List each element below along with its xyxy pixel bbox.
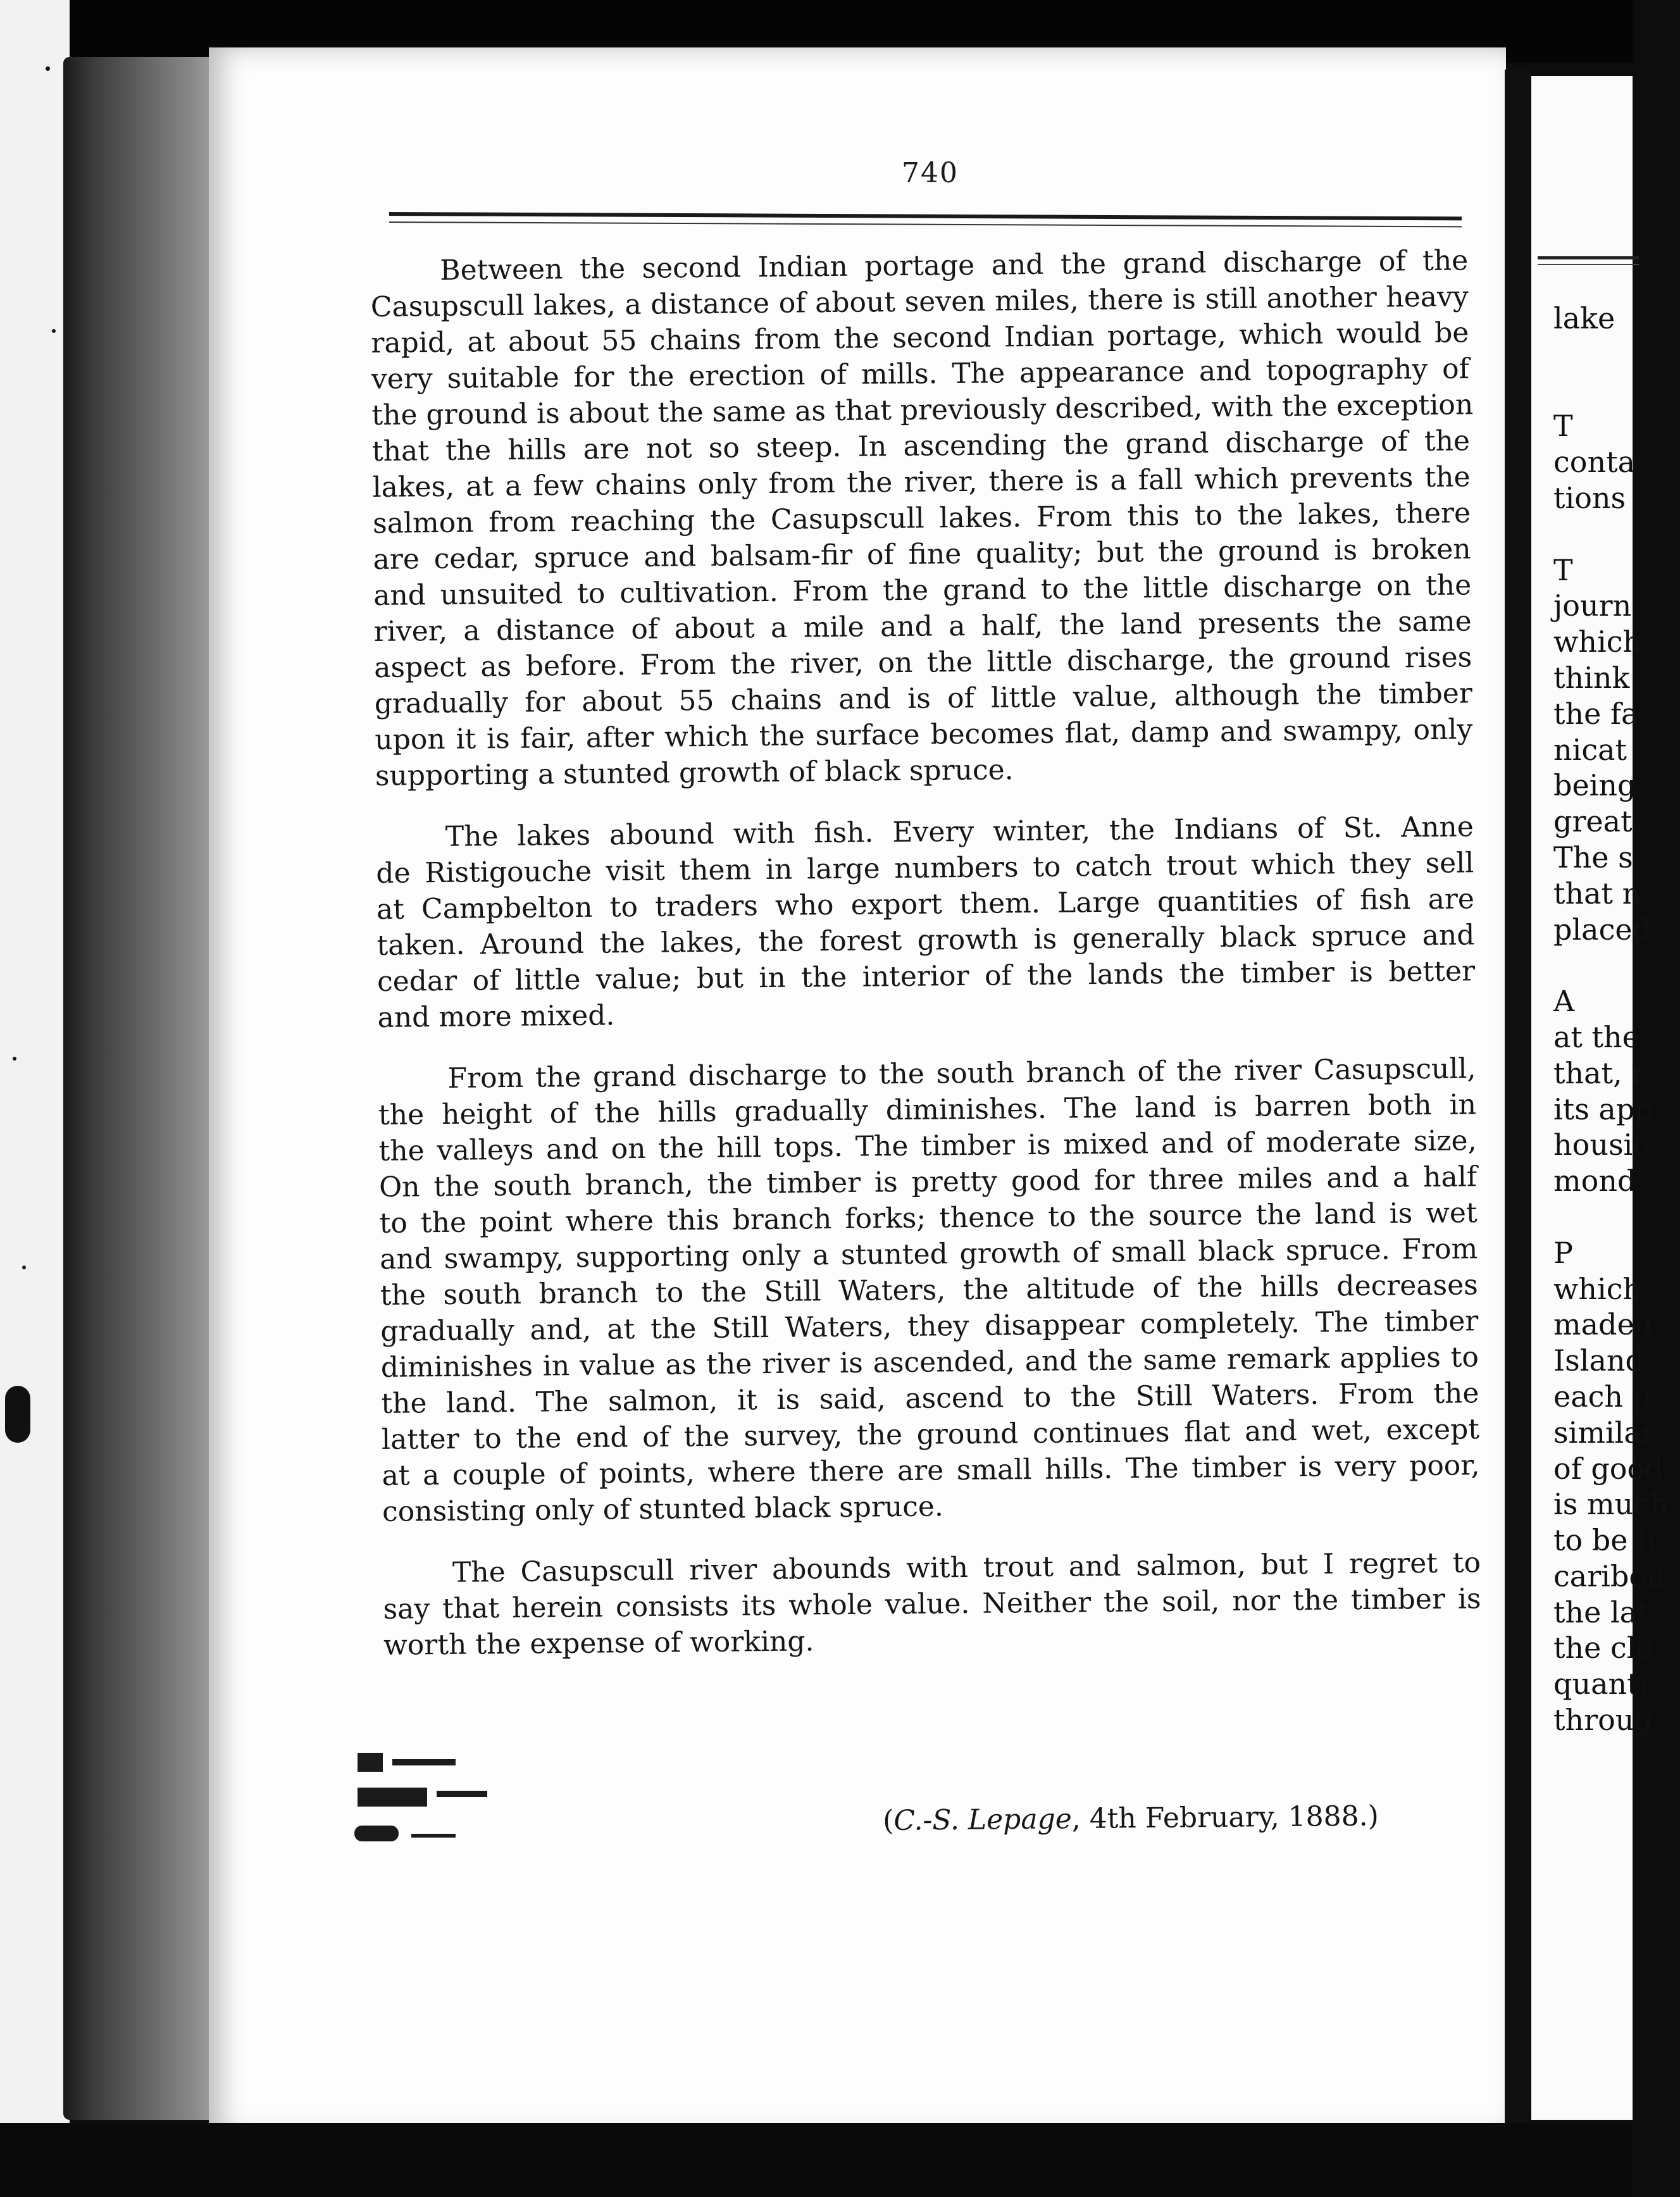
facing-page-line: its app [1553,1092,1653,1126]
text-line: taken. Around the lakes, the forest growth is generally black spruce and [376,919,1475,962]
facing-page-line: to be h [1553,1523,1656,1558]
paragraph [378,1050,1480,1530]
page-number: 740 [902,157,959,189]
text-line: and unsuited to cultivation. From the grand to the little discharge on the [373,569,1472,612]
signature-author: C.-S. Lepage [893,1803,1073,1837]
facing-page-line: that n [1553,876,1641,911]
facing-page-line: that, r [1553,1055,1646,1090]
text-line: the height of the hills gradually diminishes. The land is barren both in [378,1088,1477,1131]
text-line: Between the second Indian portage and the grand discharge of the [440,244,1469,287]
dust-speck [22,1266,26,1269]
facing-page-line: the clo [1553,1631,1654,1665]
text-line: salmon from reaching the Casupscull lakes. From this to the lakes, there [372,497,1471,540]
body-text [370,242,1481,1664]
dust-speck [13,1057,16,1061]
facing-page-line: is much [1553,1487,1669,1522]
facing-page-line: great [1553,804,1633,839]
facing-page-line: the fa [1553,696,1639,731]
facing-page-line: the lat [1553,1595,1649,1629]
facing-page-rule [1538,264,1639,265]
facing-page-line: Island [1553,1343,1644,1378]
facing-page-line: quanti [1553,1667,1648,1702]
signature-line [883,1799,1452,1837]
text-line: rapid, at about 55 chains from the second Indian portage, which would be [371,316,1469,359]
text-line: aspect as before. From the river, on the little discharge, the ground rises [374,641,1472,684]
book-gutter [1505,70,1531,2126]
facing-page-line: made r [1553,1307,1658,1342]
signature-open: ( [883,1804,894,1837]
text-line: to the point where this branch forks; thence to the source the land is wet [379,1197,1478,1240]
facing-page-text [1553,301,1680,1738]
facing-page-line: nicat [1553,732,1627,767]
text-line: upon it is fair, after which the surface becomes flat, damp and swampy, only [375,713,1473,756]
text-line: say that herein consists its whole value. Neither the soil, nor the timber is [383,1583,1481,1626]
scan-bottom-border [0,2123,1633,2197]
paragraph [383,1545,1482,1664]
dust-speck [52,329,56,333]
text-line: at Campbelton to traders who export them. Large quantities of fish are [376,883,1475,926]
facing-page-line: journ [1553,588,1632,623]
facing-page-line: conta [1553,445,1635,480]
text-line: the valleys and on the hill tops. The timber is mixed and of moderate size, [378,1124,1477,1167]
facing-page-line [1553,516,1680,552]
facing-page-line: similar [1553,1415,1655,1450]
paragraph [376,809,1476,1036]
text-line: supporting a stunted growth of black spruce. [375,754,1014,792]
facing-page-line: which [1553,1271,1642,1306]
text-line: and swampy, supporting only a stunted growth of small black spruce. From [380,1233,1478,1276]
facing-page-line: placed [1553,912,1652,947]
facing-page-line: caribou [1553,1559,1665,1593]
facing-page-line: P [1553,1235,1573,1270]
facing-page-line: T [1553,409,1573,444]
text-line: gradually and, at the Still Waters, they disappear completely. The timber [380,1305,1479,1348]
text-line: worth the expense of working. [383,1625,814,1662]
facing-page-line: of good [1553,1451,1664,1486]
text-line: and more mixed. [377,999,615,1034]
text-line: are cedar, spruce and balsam-fir of fine quality; but the ground is broken [373,533,1471,576]
facing-page-line: at the [1553,1019,1640,1054]
text-line: at a couple of points, where there are small hills. The timber is very poor, [382,1449,1480,1492]
facing-page-line: each p [1553,1379,1652,1414]
text-line: The Casupscull river abounds with trout and salmon, but I regret to [452,1547,1481,1589]
text-line: consisting only of stunted black spruce. [382,1490,944,1528]
facing-page-line: throug [1553,1703,1653,1738]
facing-page-line: lake [1553,301,1615,335]
text-line: diminishes in value as the river is ascended, and the same remark applies to [380,1341,1479,1384]
facing-page-line: tions [1553,480,1626,515]
text-line: The lakes abound with fish. Every winter, the Indians of St. Anne [445,811,1474,853]
facing-page-line [1553,1199,1680,1235]
text-line: that the hills are not so steep. In ascending the grand discharge of the [371,425,1471,468]
facing-page-line [1553,337,1680,373]
text-line: river, a distance of about a mile and a half, the land presents the same [373,605,1472,648]
text-line: the ground is about the same as that previously described, with the exception [371,389,1474,432]
text-line: very suitable for the erection of mills. The appearance and topography of [371,352,1470,395]
facing-page-line: which [1553,625,1642,659]
facing-page-line: housie [1553,1128,1650,1162]
text-line: the south branch to the Still Waters, the altitude of the hills decreases [380,1269,1478,1312]
text-line: From the grand discharge to the south branch of the river Casupscull, [447,1052,1476,1095]
ink-stamp [354,1753,513,1860]
text-line: cedar of little value; but in the interior of the lands the timber is better [376,955,1476,998]
facing-page-line: mond. [1553,1164,1646,1198]
text-line: On the south branch, the timber is pretty good for three miles and a half [378,1161,1478,1204]
facing-page [1531,76,1669,2120]
scan-left-margin [0,0,70,2197]
paragraph [370,242,1473,794]
facing-page-line: T [1553,552,1573,587]
dust-speck [46,66,50,71]
facing-page-line: The s [1553,840,1633,874]
facing-page-line: A [1553,984,1575,1019]
text-line: lakes, at a few chains only from the river, there is a fall which prevents the [372,461,1471,504]
dust-speck [5,1386,30,1443]
text-line: gradually for about 55 chains and is of little value, although the timber [374,677,1473,720]
facing-page-line [1553,373,1680,409]
text-line: latter to the end of the survey, the ground continues flat and wet, except [381,1413,1480,1456]
text-line: the land. The salmon, it is said, ascend to the Still Waters. From the [381,1377,1479,1420]
text-line: Casupscull lakes, a distance of about seven miles, there is still another heavy [370,280,1469,323]
signature-date: , 4th February, 1888.) [1071,1800,1379,1836]
facing-page-rule [1538,256,1639,259]
facing-page-line: being [1553,768,1636,803]
facing-page-line [1553,947,1680,983]
text-line: de Ristigouche visit them in large numbers to catch trout which they sell [376,847,1474,890]
facing-page-line: think [1553,660,1630,695]
